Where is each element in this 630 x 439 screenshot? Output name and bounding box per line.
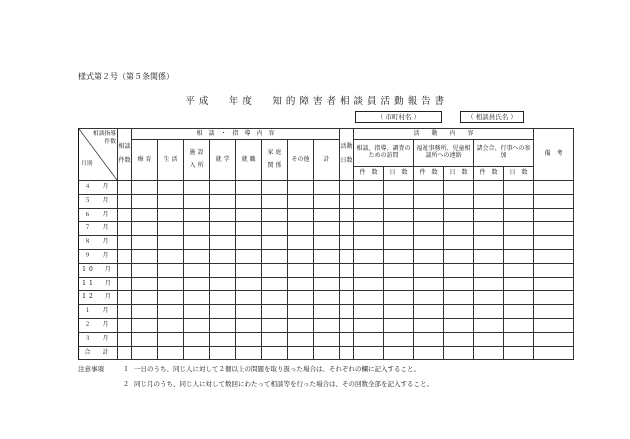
header-activity-days (340, 129, 354, 181)
entry-cell[interactable] (340, 291, 354, 305)
entry-cell[interactable] (444, 318, 474, 332)
entry-cell[interactable] (158, 291, 184, 305)
entry-cell[interactable] (414, 318, 444, 332)
entry-cell[interactable] (210, 263, 236, 277)
counselor-name-field[interactable]: （ 相談員氏名 ） (460, 111, 524, 123)
entry-cell[interactable] (210, 194, 236, 208)
note-text: 一日のうち、同じ人に対して２個以上の問題を取り扱った場合は、それぞれの欄に記入すること。 (134, 365, 420, 373)
entry-cell[interactable] (340, 181, 354, 195)
entry-cell[interactable] (262, 263, 288, 277)
month-label: ２ 月 (79, 318, 118, 332)
entry-cell[interactable] (534, 346, 574, 360)
entry-cell[interactable] (474, 305, 504, 319)
entry-cell[interactable] (474, 291, 504, 305)
entry-cell[interactable] (474, 263, 504, 277)
table-row (79, 249, 574, 263)
entry-cell[interactable] (288, 181, 314, 195)
entry-cell[interactable] (132, 346, 158, 360)
entry-cell[interactable] (210, 222, 236, 236)
table-row (79, 332, 574, 346)
entry-cell[interactable] (384, 318, 414, 332)
entry-cell[interactable] (444, 305, 474, 319)
month-label: ６ 月 (79, 208, 118, 222)
entry-cell[interactable] (504, 236, 534, 250)
header-facility-b: 入 所 (189, 162, 204, 170)
entry-cell[interactable] (288, 291, 314, 305)
entry-cell[interactable] (158, 208, 184, 222)
entry-cell[interactable] (132, 194, 158, 208)
entry-cell[interactable] (236, 291, 262, 305)
entry-cell[interactable] (384, 222, 414, 236)
entry-cell[interactable] (118, 222, 132, 236)
entry-cell[interactable] (354, 277, 384, 291)
entry-cell[interactable] (118, 249, 132, 263)
entry-cell[interactable] (210, 208, 236, 222)
month-label: 10 月 (79, 263, 118, 277)
entry-cell[interactable] (210, 332, 236, 346)
header-activity-days-a: 活動 (340, 143, 353, 151)
entry-cell[interactable] (340, 222, 354, 236)
entry-cell[interactable] (354, 263, 384, 277)
entry-cell[interactable] (132, 291, 158, 305)
table-row (79, 291, 574, 305)
entry-cell[interactable] (384, 249, 414, 263)
entry-cell[interactable] (288, 346, 314, 360)
entry-cell[interactable] (118, 263, 132, 277)
header-family-a: 家 庭 (267, 148, 282, 156)
month-label: 11 月 (79, 277, 118, 291)
month-label: ３ 月 (79, 332, 118, 346)
entry-cell[interactable] (340, 194, 354, 208)
entry-cell[interactable] (288, 277, 314, 291)
entry-cell[interactable] (184, 291, 210, 305)
header-meeting: 諸会合、行事への参加 (474, 140, 534, 167)
entry-cell[interactable] (534, 181, 574, 195)
entry-cell[interactable] (340, 332, 354, 346)
entry-cell[interactable] (184, 305, 210, 319)
entry-cell[interactable] (314, 305, 340, 319)
entry-cell[interactable] (184, 263, 210, 277)
entry-cell[interactable] (314, 222, 340, 236)
entry-cell[interactable] (474, 318, 504, 332)
entry-cell[interactable] (184, 236, 210, 250)
activity-report-table (78, 128, 574, 360)
month-label: ４ 月 (79, 181, 118, 195)
entry-cell[interactable] (354, 222, 384, 236)
header-facility (184, 140, 210, 181)
entry-cell[interactable] (504, 263, 534, 277)
entry-cell[interactable] (504, 249, 534, 263)
entry-cell[interactable] (184, 277, 210, 291)
entry-cell[interactable] (474, 222, 504, 236)
entry-cell[interactable] (414, 249, 444, 263)
entry-cell[interactable] (414, 332, 444, 346)
entry-cell[interactable] (384, 346, 414, 360)
entry-cell[interactable] (158, 263, 184, 277)
header-other: その他 (288, 140, 314, 181)
entry-cell[interactable] (354, 194, 384, 208)
header-liaison-cases: 件 数 (414, 167, 444, 181)
entry-cell[interactable] (384, 236, 414, 250)
entry-cell[interactable] (340, 346, 354, 360)
entry-cell[interactable] (384, 181, 414, 195)
entry-cell[interactable] (236, 277, 262, 291)
entry-cell[interactable] (236, 263, 262, 277)
entry-cell[interactable] (210, 291, 236, 305)
entry-cell[interactable] (504, 346, 534, 360)
entry-cell[interactable] (288, 222, 314, 236)
entry-cell[interactable] (118, 332, 132, 346)
entry-cell[interactable] (414, 181, 444, 195)
entry-cell[interactable] (118, 305, 132, 319)
entry-cell[interactable] (288, 194, 314, 208)
entry-cell[interactable] (314, 277, 340, 291)
entry-cell[interactable] (210, 236, 236, 250)
entry-cell[interactable] (474, 236, 504, 250)
header-total: 計 (314, 140, 340, 181)
entry-cell[interactable] (132, 277, 158, 291)
entry-cell[interactable] (504, 291, 534, 305)
header-activity-days-b: 日数 (340, 156, 353, 164)
note-item-1 (78, 362, 433, 377)
entry-cell[interactable] (414, 208, 444, 222)
entry-cell[interactable] (236, 318, 262, 332)
entry-cell[interactable] (354, 208, 384, 222)
entry-cell[interactable] (118, 181, 132, 195)
entry-cell[interactable] (236, 346, 262, 360)
entry-cell[interactable] (184, 194, 210, 208)
entry-cell[interactable] (474, 332, 504, 346)
note-text: 同じ月のうち、同じ人に対して数回にわたって相談等を行った場合は、その回数全部を記入すること。 (134, 380, 433, 388)
corner-header-counseling (93, 131, 116, 146)
entry-cell[interactable] (210, 305, 236, 319)
header-family-b: 関 係 (267, 162, 282, 170)
entry-cell[interactable] (384, 208, 414, 222)
entry-cell[interactable] (236, 249, 262, 263)
entry-cell[interactable] (210, 181, 236, 195)
notes-label: 注意事項 (78, 365, 104, 373)
entry-cell[interactable] (504, 332, 534, 346)
entry-cell[interactable] (504, 181, 534, 195)
header-visit-days: 日 数 (384, 167, 414, 181)
header-liaison-days: 日 数 (444, 167, 474, 181)
entry-cell[interactable] (314, 332, 340, 346)
entry-cell[interactable] (158, 194, 184, 208)
header-employment: 就 職 (236, 140, 262, 181)
page-title: 平 成 年 度 知 的 障 害 者 相 談 員 活 動 報 告 書 (185, 96, 445, 107)
month-label: １ 月 (79, 305, 118, 319)
entry-cell[interactable] (354, 236, 384, 250)
entry-cell[interactable] (288, 305, 314, 319)
entry-cell[interactable] (132, 181, 158, 195)
notes-section (78, 362, 433, 392)
entry-cell[interactable] (384, 291, 414, 305)
month-label: 12 月 (79, 291, 118, 305)
entry-cell[interactable] (504, 277, 534, 291)
entry-cell[interactable] (262, 318, 288, 332)
entry-cell[interactable] (444, 291, 474, 305)
entry-cell[interactable] (158, 346, 184, 360)
entry-cell[interactable] (184, 318, 210, 332)
header-school: 就 学 (210, 140, 236, 181)
entry-cell[interactable] (534, 305, 574, 319)
entry-cell[interactable] (534, 249, 574, 263)
entry-cell[interactable] (340, 318, 354, 332)
entry-cell[interactable] (210, 346, 236, 360)
entry-cell[interactable] (534, 318, 574, 332)
entry-cell[interactable] (414, 291, 444, 305)
entry-cell[interactable] (444, 346, 474, 360)
entry-cell[interactable] (236, 305, 262, 319)
entry-cell[interactable] (384, 332, 414, 346)
entry-cell[interactable] (262, 208, 288, 222)
entry-cell[interactable] (236, 208, 262, 222)
entry-cell[interactable] (262, 305, 288, 319)
entry-cell[interactable] (354, 249, 384, 263)
entry-cell[interactable] (132, 263, 158, 277)
corner-label-cases: 件数 (104, 138, 116, 145)
table-row (79, 305, 574, 319)
entry-cell[interactable] (118, 236, 132, 250)
corner-label-month: 月別 (81, 161, 93, 168)
table-row (79, 194, 574, 208)
entry-cell[interactable] (354, 305, 384, 319)
entry-cell[interactable] (534, 263, 574, 277)
note-item-2 (78, 377, 433, 392)
entry-cell[interactable] (288, 249, 314, 263)
entry-cell[interactable] (534, 208, 574, 222)
entry-cell[interactable] (158, 236, 184, 250)
entry-cell[interactable] (474, 346, 504, 360)
entry-cell[interactable] (414, 305, 444, 319)
entry-cell[interactable] (504, 194, 534, 208)
header-family (262, 140, 288, 181)
entry-cell[interactable] (132, 208, 158, 222)
entry-cell[interactable] (340, 208, 354, 222)
entry-cell[interactable] (354, 291, 384, 305)
entry-cell[interactable] (236, 332, 262, 346)
entry-cell[interactable] (314, 263, 340, 277)
table-row (79, 208, 574, 222)
entry-cell[interactable] (158, 318, 184, 332)
note-number: １ (122, 365, 130, 373)
entry-cell[interactable] (184, 332, 210, 346)
entry-cell[interactable] (262, 181, 288, 195)
entry-cell[interactable] (534, 291, 574, 305)
header-life: 生 活 (158, 140, 184, 181)
entry-cell[interactable] (262, 249, 288, 263)
header-counseling-count-a: 相談 (118, 143, 131, 151)
entry-cell[interactable] (444, 181, 474, 195)
header-counseling-count-b: 件数 (118, 156, 131, 164)
entry-cell[interactable] (158, 181, 184, 195)
entry-cell[interactable] (474, 249, 504, 263)
entry-cell[interactable] (118, 194, 132, 208)
entry-cell[interactable] (314, 291, 340, 305)
entry-cell[interactable] (340, 277, 354, 291)
entry-cell[interactable] (236, 181, 262, 195)
header-visit-cases: 件 数 (354, 167, 384, 181)
corner-label-counseling: 相談指導 (92, 131, 116, 137)
entry-cell[interactable] (504, 305, 534, 319)
header-liaison: 福祉事務所、児童相談所への連絡 (414, 140, 474, 167)
entry-cell[interactable] (504, 208, 534, 222)
table-row (79, 222, 574, 236)
entry-cell[interactable] (354, 346, 384, 360)
entry-cell[interactable] (210, 249, 236, 263)
corner-header-cell (79, 129, 118, 181)
note-number: ２ (122, 380, 130, 388)
table-row (79, 263, 574, 277)
entry-cell[interactable] (414, 236, 444, 250)
entry-cell[interactable] (132, 249, 158, 263)
entry-cell[interactable] (288, 236, 314, 250)
entry-cell[interactable] (262, 277, 288, 291)
table-row (79, 277, 574, 291)
entry-cell[interactable] (132, 332, 158, 346)
entry-cell[interactable] (236, 194, 262, 208)
entry-cell[interactable] (118, 208, 132, 222)
entry-cell[interactable] (444, 263, 474, 277)
entry-cell[interactable] (314, 208, 340, 222)
entry-cell[interactable] (534, 332, 574, 346)
entry-cell[interactable] (314, 194, 340, 208)
entry-cell[interactable] (184, 208, 210, 222)
entry-cell[interactable] (384, 277, 414, 291)
entry-cell[interactable] (132, 305, 158, 319)
header-counseling-content: 相 談 ・ 指 導 内 容 (132, 129, 340, 140)
entry-cell[interactable] (184, 181, 210, 195)
entry-cell[interactable] (340, 305, 354, 319)
entry-cell[interactable] (158, 222, 184, 236)
entry-cell[interactable] (132, 236, 158, 250)
entry-cell[interactable] (414, 263, 444, 277)
header-meeting-cases: 件 数 (474, 167, 504, 181)
entry-cell[interactable] (534, 222, 574, 236)
entry-cell[interactable] (314, 181, 340, 195)
entry-cell[interactable] (262, 236, 288, 250)
entry-cell[interactable] (474, 277, 504, 291)
entry-cell[interactable] (158, 277, 184, 291)
entry-cell[interactable] (444, 236, 474, 250)
table-row (79, 346, 574, 360)
entry-cell[interactable] (262, 222, 288, 236)
entry-cell[interactable] (314, 236, 340, 250)
entry-cell[interactable] (132, 222, 158, 236)
entry-cell[interactable] (444, 332, 474, 346)
entry-cell[interactable] (474, 208, 504, 222)
header-meeting-days: 日 数 (504, 167, 534, 181)
entry-cell[interactable] (414, 277, 444, 291)
month-label: ７ 月 (79, 222, 118, 236)
header-facility-a: 施 設 (189, 148, 204, 156)
entry-cell[interactable] (444, 208, 474, 222)
header-visit: 相談、指導、調査のための訪問 (354, 140, 414, 167)
entry-cell[interactable] (474, 194, 504, 208)
header-counseling-count (118, 129, 132, 181)
municipality-name-field[interactable]: （ 市町村名 ） (355, 111, 442, 123)
header-activity-content: 活 動 内 容 (354, 129, 534, 140)
entry-cell[interactable] (158, 332, 184, 346)
entry-cell[interactable] (444, 249, 474, 263)
entry-cell[interactable] (288, 318, 314, 332)
entry-cell[interactable] (414, 194, 444, 208)
entry-cell[interactable] (262, 346, 288, 360)
entry-cell[interactable] (354, 332, 384, 346)
entry-cell[interactable] (314, 346, 340, 360)
entry-cell[interactable] (210, 277, 236, 291)
entry-cell[interactable] (118, 277, 132, 291)
entry-cell[interactable] (314, 318, 340, 332)
entry-cell[interactable] (262, 194, 288, 208)
entry-cell[interactable] (158, 249, 184, 263)
table-row (79, 318, 574, 332)
entry-cell[interactable] (414, 222, 444, 236)
entry-cell[interactable] (414, 346, 444, 360)
header-remarks: 備 考 (534, 129, 574, 181)
month-label: ５ 月 (79, 194, 118, 208)
entry-cell[interactable] (210, 318, 236, 332)
entry-cell[interactable] (384, 263, 414, 277)
entry-cell[interactable] (534, 194, 574, 208)
entry-cell[interactable] (340, 249, 354, 263)
entry-cell[interactable] (118, 318, 132, 332)
form-number: 様式第２号（第５条関係） (78, 72, 174, 81)
entry-cell[interactable] (534, 277, 574, 291)
entry-cell[interactable] (184, 346, 210, 360)
entry-cell[interactable] (262, 332, 288, 346)
entry-cell[interactable] (504, 222, 534, 236)
entry-cell[interactable] (444, 222, 474, 236)
month-label: ８ 月 (79, 236, 118, 250)
entry-cell[interactable] (184, 222, 210, 236)
entry-cell[interactable] (340, 263, 354, 277)
entry-cell[interactable] (288, 208, 314, 222)
entry-cell[interactable] (288, 332, 314, 346)
table-row (79, 181, 574, 195)
entry-cell[interactable] (236, 222, 262, 236)
month-label: 合 計 (79, 346, 118, 360)
entry-cell[interactable] (288, 263, 314, 277)
month-label: ９ 月 (79, 249, 118, 263)
entry-cell[interactable] (158, 305, 184, 319)
entry-cell[interactable] (314, 249, 340, 263)
entry-cell[interactable] (354, 181, 384, 195)
entry-cell[interactable] (504, 318, 534, 332)
entry-cell[interactable] (534, 236, 574, 250)
entry-cell[interactable] (474, 181, 504, 195)
entry-cell[interactable] (132, 318, 158, 332)
entry-cell[interactable] (384, 194, 414, 208)
entry-cell[interactable] (118, 346, 132, 360)
entry-cell[interactable] (184, 249, 210, 263)
entry-cell[interactable] (354, 318, 384, 332)
entry-cell[interactable] (118, 291, 132, 305)
entry-cell[interactable] (262, 291, 288, 305)
entry-cell[interactable] (444, 194, 474, 208)
entry-cell[interactable] (384, 305, 414, 319)
header-medical: 療 育 (132, 140, 158, 181)
entry-cell[interactable] (340, 236, 354, 250)
table-row (79, 236, 574, 250)
entry-cell[interactable] (236, 236, 262, 250)
entry-cell[interactable] (444, 277, 474, 291)
